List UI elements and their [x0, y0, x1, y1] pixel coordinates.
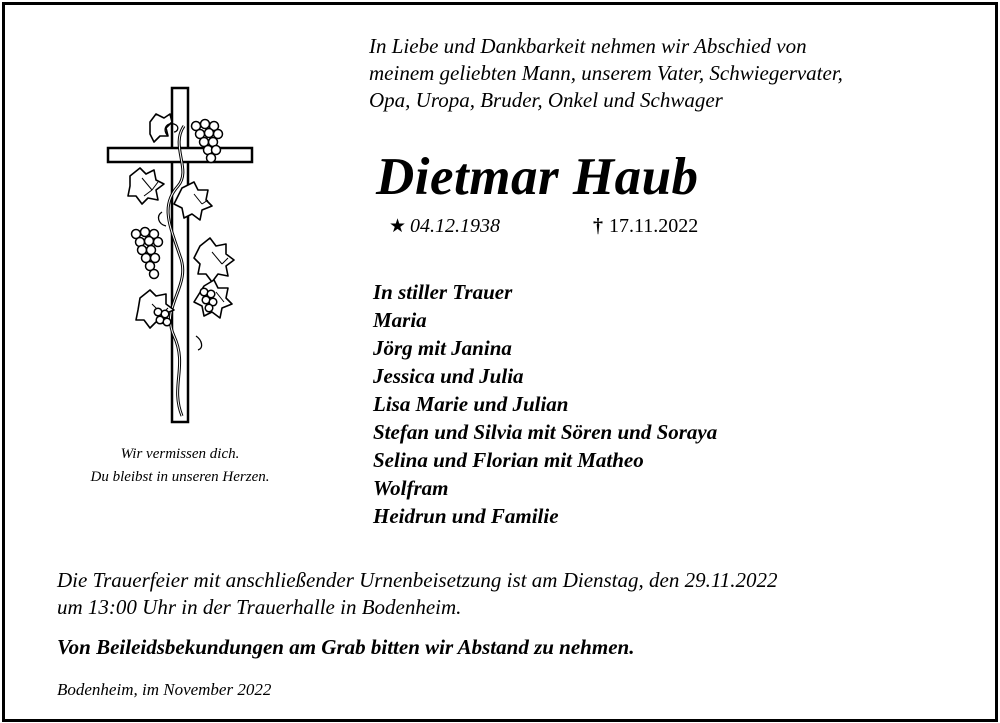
ceremony-line-2: um 13:00 Uhr in der Trauerhalle in Bodenheim. — [57, 595, 462, 619]
ceremony-info — [57, 567, 977, 621]
condolence-note: Von Beileidsbekundungen am Grab bitten wir Abstand zu nehmen. — [57, 635, 635, 659]
birth-date: 04.12.1938 — [410, 215, 501, 237]
cross-caption-line-2: Du bleibst in unseren Herzen. — [90, 469, 270, 485]
mourners-heading: In stiller Trauer — [373, 280, 513, 304]
intro-text — [369, 33, 979, 114]
cross-with-grapevine-icon — [100, 86, 260, 426]
death-date: 17.11.2022 — [609, 215, 699, 237]
intro-line-2: meinem geliebten Mann, unserem Vater, Schwiegervater, — [369, 61, 843, 85]
dagger-icon: † — [593, 215, 603, 237]
deceased-name: Dietmar Haub — [376, 148, 699, 206]
intro-line-1: In Liebe und Dankbarkeit nehmen wir Abschied von — [369, 34, 807, 58]
mourner-entry: Maria — [373, 308, 427, 332]
mourner-entry: Stefan und Silvia mit Sören und Soraya — [373, 420, 718, 444]
star-icon: ★ — [389, 216, 407, 237]
ceremony-line-1: Die Trauerfeier mit anschließender Urnenbeisetzung ist am Dienstag, den 29.11.2022 — [57, 568, 778, 592]
birth-date-line — [389, 213, 500, 240]
mourner-entry: Selina und Florian mit Matheo — [373, 448, 644, 472]
mourner-entry: Jessica und Julia — [373, 364, 524, 388]
mourner-entry: Heidrun und Familie — [373, 504, 559, 528]
place-date: Bodenheim, im November 2022 — [57, 680, 272, 699]
death-date-line — [593, 213, 698, 239]
mourners-list — [373, 278, 717, 530]
mourner-entry: Wolfram — [373, 476, 449, 500]
intro-line-3: Opa, Uropa, Bruder, Onkel und Schwager — [369, 88, 723, 112]
mourner-entry: Jörg mit Janina — [373, 336, 512, 360]
cross-caption-line-1: Wir vermissen dich. — [120, 446, 240, 462]
cross-caption — [40, 443, 320, 489]
mourner-entry: Lisa Marie und Julian — [373, 392, 569, 416]
